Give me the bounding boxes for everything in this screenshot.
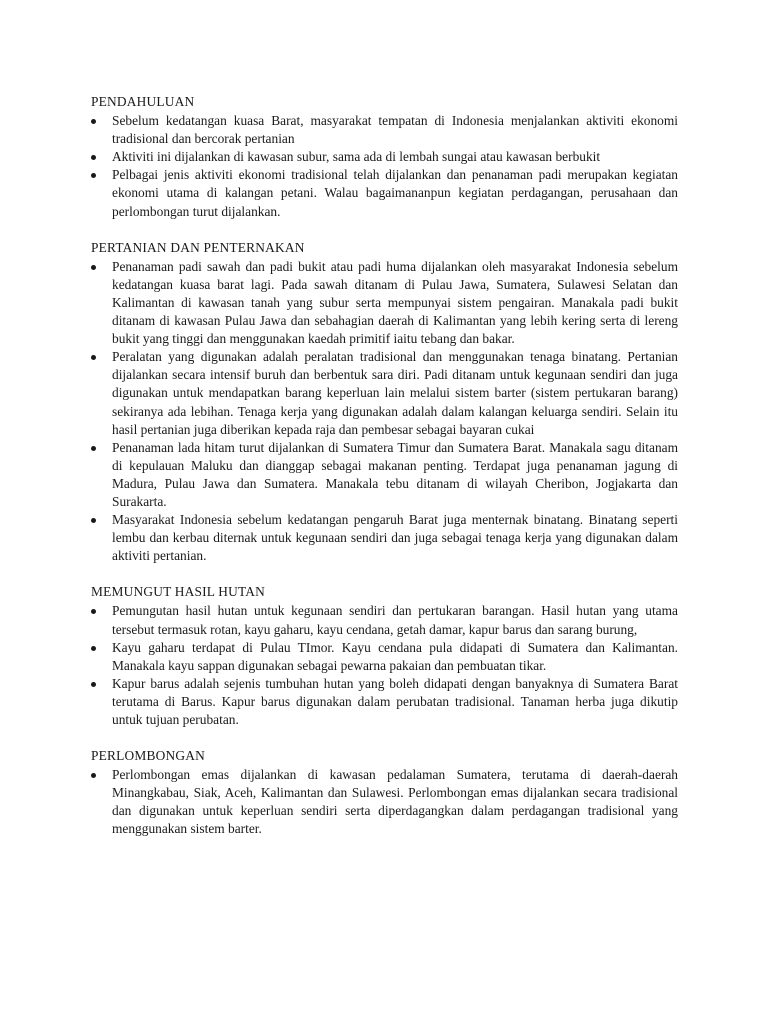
bullet-icon: [91, 155, 96, 160]
list-item-text: Kapur barus adalah sejenis tumbuhan hutan yang boleh didapati dengan banyaknya di Sumatera Barat terutama di Barus. Kapur barus digunakan dalam perubatan tradisional. Tanaman herba juga dikutip untuk tujuan perubatan.: [112, 675, 678, 727]
bullet-list: [91, 602, 678, 729]
list-item: [91, 148, 678, 166]
document-page: [91, 93, 678, 857]
bullet-icon: [91, 355, 96, 360]
list-item-text: Sebelum kedatangan kuasa Barat, masyarakat tempatan di Indonesia menjalankan aktiviti ekonomi tradisional dan bercorak pertanian: [112, 113, 678, 147]
list-item: [91, 166, 678, 220]
bullet-list: [91, 258, 678, 566]
list-item: [91, 258, 678, 348]
bullet-icon: [91, 265, 96, 270]
list-item: [91, 348, 678, 438]
bullet-list: [91, 112, 678, 221]
list-item-text: Pemungutan hasil hutan untuk kegunaan sendiri dan pertukaran barangan. Hasil hutan yang utama tersebut termasuk rotan, kayu gaharu, kayu cendana, getah damar, kapur barus dan sarang burung,: [112, 603, 678, 637]
list-item: [91, 602, 678, 638]
bullet-icon: [91, 609, 96, 614]
section-perlombongan: [91, 747, 678, 838]
bullet-icon: [91, 518, 96, 523]
list-item: [91, 766, 678, 838]
bullet-icon: [91, 173, 96, 178]
list-item-text: Penanaman lada hitam turut dijalankan di Sumatera Timur dan Sumatera Barat. Manakala sagu ditanam di kepulauan Maluku dan dianggap sebagai makanan penting. Terdapat juga penanaman jagung di Madura, Pulau Jawa dan Sumatera. Manakala tebu ditanam di wilayah Cheribon, Jogjakarta dan Surakarta.: [112, 439, 678, 509]
section-pendahuluan: [91, 93, 678, 221]
list-item-text: Penanaman padi sawah dan padi bukit atau padi huma dijalankan oleh masyarakat Indonesia sebelum kedatangan kuasa barat lagi. Pada sawah ditanam di Pulau Jawa, Sumatera, Sulawesi Selatan dan Kalimantan di kawasan tanah yang subur serta mempunyai sistem pengairan. Manakala padi bukit ditanam di kawasan Pulau Jawa dan sebahagian daerah di Kalimantan yang lebih kering serta di lereng bukit yang tinggi dan menggunakan kaedah primitif iaitu tebang dan bakar.: [112, 258, 678, 347]
list-item-text: Kayu gaharu terdapat di Pulau TImor. Kayu cendana pula didapati di Sumatera dan Kalimantan. Manakala kayu sappan digunakan sebagai pewarna pakaian dan pembuatan tikar.: [112, 639, 678, 673]
bullet-icon: [91, 119, 96, 124]
list-item: [91, 511, 678, 565]
list-item-text: Pelbagai jenis aktiviti ekonomi tradisional telah dijalankan dan penanaman padi merupakan kegiatan ekonomi utama di kalangan petani. Walau bagaimananpun kegiatan perdagangan, perusahaan dan perlombongan turut dijalankan.: [112, 167, 678, 219]
bullet-list: [91, 766, 678, 838]
section-heading: MEMUNGUT HASIL HUTAN: [91, 584, 266, 600]
bullet-icon: [91, 773, 96, 778]
bullet-icon: [91, 682, 96, 687]
bullet-icon: [91, 446, 96, 451]
list-item-text: Masyarakat Indonesia sebelum kedatangan pengaruh Barat juga menternak binatang. Binatang seperti lembu dan kerbau diternak untuk kegunaan sendiri dan juga sebagai tenaga kerja yang digunakan dalam aktiviti pertanian.: [112, 512, 678, 564]
bullet-icon: [91, 646, 96, 651]
list-item: [91, 675, 678, 729]
section-pertanian: [91, 239, 678, 566]
list-item-text: Peralatan yang digunakan adalah peralatan tradisional dan menggunakan tenaga binatang. Pertanian dijalankan secara intensif buruh dan berbentuk sara diri. Padi ditanam untuk kegunaan sendiri dan juga digunakan untuk mendapatkan barang keperluan lain melalui sistem barter (sistem pertukaran barang) sekiranya ada lebihan. Tenaga kerja yang digunakan adalah dalam kalangan keluarga sendiri. Selain itu hasil pertanian juga diberikan kepada raja dan pembesar sebagai bayaran cukai: [112, 349, 678, 437]
section-heading: PERLOMBONGAN: [91, 748, 205, 764]
section-heading: PERTANIAN DAN PENTERNAKAN: [91, 239, 305, 255]
list-item-text: Aktiviti ini dijalankan di kawasan subur, sama ada di lembah sungai atau kawasan berbukit: [112, 149, 601, 165]
list-item: [91, 439, 678, 511]
section-hasil-hutan: [91, 583, 678, 729]
list-item: [91, 639, 678, 675]
list-item-text: Perlombongan emas dijalankan di kawasan pedalaman Sumatera, terutama di daerah-daerah Minangkabau, Siak, Aceh, Kalimantan dan Sulawesi. Perlombongan emas dijalankan secara tradisional dan digunakan untuk keperluan sendiri serta diperdagangkan dalam perdagangan tradisional yang menggunakan sistem barter.: [112, 767, 678, 837]
list-item: [91, 112, 678, 148]
section-heading: PENDAHULUAN: [91, 94, 195, 109]
